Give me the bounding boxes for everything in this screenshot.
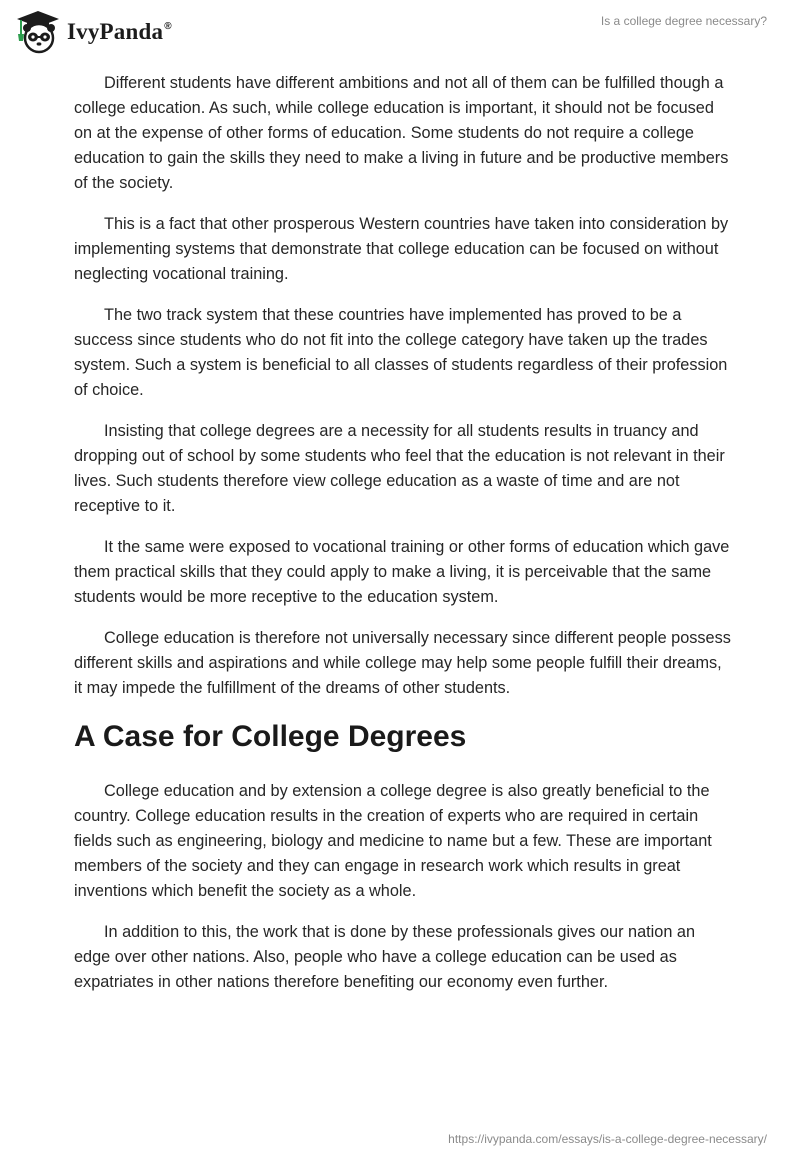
paragraph: College education is therefore not universally necessary since different people possess different skills and aspirations and while college may help some people fulfill their dreams, it may impede the fulfillment of the dreams of other students. (74, 629, 731, 697)
paragraph: Insisting that college degrees are a necessity for all students results in truancy and dropping out of school by some students who feel that the education is not relevant in their lives. Such students therefore view college education as a waste of time and are not receptive to it. (74, 422, 725, 515)
paragraph: It the same were exposed to vocational training or other forms of education which gave them practical skills that they could apply to make a living, it is perceivable that the same students would be more receptive to the education system. (74, 538, 730, 606)
page-header (0, 0, 800, 62)
source-url[interactable]: https://ivypanda.com/essays/is-a-college-degree-necessary/ (448, 1132, 767, 1146)
paragraph: The two track system that these countries have implemented has proved to be a success since students who do not fit into the college category have taken up the trades system. Such a system is beneficial to all classes of students regardless of their profession of choice. (74, 306, 728, 399)
paragraph: This is a fact that other prosperous Western countries have taken into consideration by implementing systems that demonstrate that college education can be focused on without neglecting vocational training. (74, 215, 729, 283)
paragraph: Different students have different ambitions and not all of them can be fulfilled though a college education. As such, while college education is important, it should not be focused on at the expense of other forms of education. Some students do not require a college education to gain the skills they need to make a living in future and be productive members of the society. (74, 74, 729, 192)
paragraph: College education and by extension a college degree is also greatly beneficial to the country. College education results in the creation of experts who are required in certain fields such as engineering, biology and medicine to name but a few. These are important members of the society and they can engage in research work which results in great inventions which benefit the society as a whole. (74, 782, 712, 900)
essay-body (74, 71, 734, 1011)
brand-name: IvyPanda® (67, 19, 172, 44)
panda-graduate-icon (15, 9, 61, 55)
paragraph: In addition to this, the work that is done by these professionals gives our nation an edge over other nations. Also, people who have a college education can be used as expatriates in other nations therefore benefiting our economy even further. (74, 923, 696, 991)
registered-mark: ® (164, 21, 172, 32)
document-title: Is a college degree necessary? (600, 14, 767, 28)
section-heading: A Case for College Degrees (74, 720, 467, 753)
brand-logo[interactable] (15, 9, 172, 55)
